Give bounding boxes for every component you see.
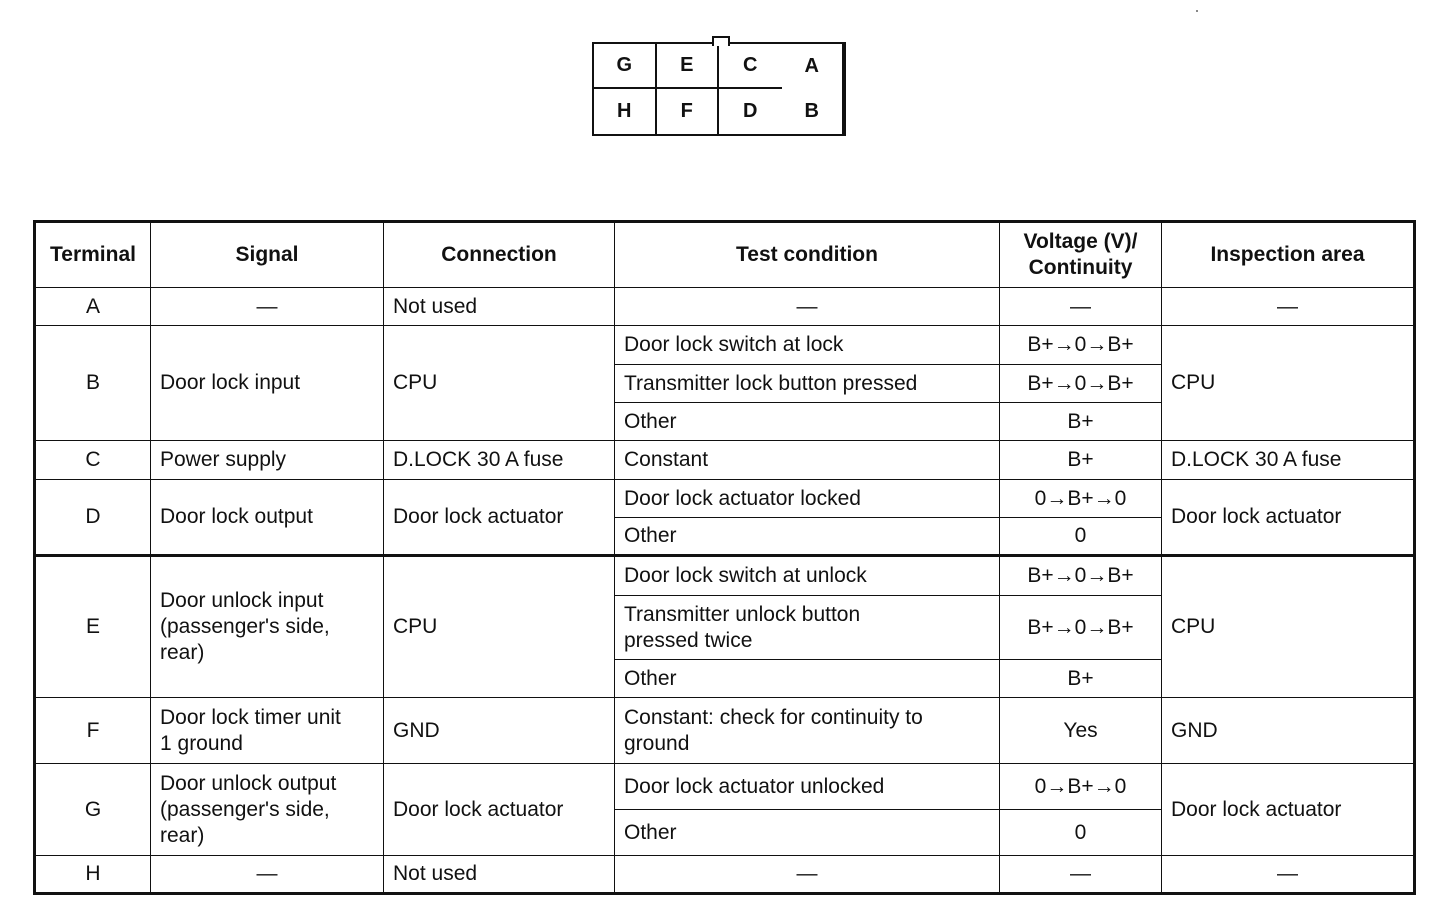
voltage-cell: 0→B+→0: [1000, 480, 1162, 518]
connector-diagram: [592, 42, 846, 136]
connector-lock-tab: [712, 36, 730, 46]
signal-line: 1 ground: [160, 731, 243, 755]
test-condition-cell: —: [615, 856, 1000, 894]
header-terminal: Terminal: [35, 222, 151, 288]
pin-c: C: [719, 44, 782, 89]
signal-cell: Power supply: [151, 441, 384, 480]
header-voltage: [1000, 222, 1162, 288]
header-voltage-line1: Voltage (V)/: [1023, 230, 1138, 253]
pin-d: D: [743, 100, 758, 122]
terminal-cell: F: [35, 698, 151, 764]
voltage-cell: —: [1000, 288, 1162, 326]
header-voltage-line2: Continuity: [1028, 256, 1133, 279]
terminal-cell: A: [35, 288, 151, 326]
table-row: [35, 698, 1415, 764]
test-condition-cell: Door lock switch at unlock: [615, 556, 1000, 596]
connection-cell: CPU: [384, 326, 615, 441]
test-condition-cell: Door lock switch at lock: [615, 326, 1000, 365]
signal-line: Door unlock output: [160, 771, 337, 795]
test-condition-cell: Other: [615, 518, 1000, 556]
voltage-cell: 0: [1000, 810, 1162, 856]
test-condition-cell: Other: [615, 403, 1000, 441]
table-row: [35, 764, 1415, 810]
pin-g: G: [594, 44, 657, 89]
voltage-cell: B+→0→B+: [1000, 326, 1162, 365]
inspection-cell: Door lock actuator: [1162, 764, 1415, 856]
voltage-cell: —: [1000, 856, 1162, 894]
test-condition-line: ground: [624, 731, 690, 755]
test-condition-line: pressed twice: [624, 628, 753, 652]
voltage-cell: B+: [1000, 441, 1162, 480]
connection-cell: GND: [384, 698, 615, 764]
voltage-cell: B+: [1000, 660, 1162, 698]
terminal-inspection-table: [33, 220, 1416, 895]
voltage-cell: 0→B+→0: [1000, 764, 1162, 810]
signal-cell: —: [151, 856, 384, 894]
signal-cell: Door lock output: [151, 480, 384, 556]
signal-cell: —: [151, 288, 384, 326]
signal-line: rear): [160, 641, 205, 664]
inspection-cell: Door lock actuator: [1162, 480, 1415, 556]
inspection-cell: —: [1162, 856, 1415, 894]
test-condition-cell: —: [615, 288, 1000, 326]
signal-line: (passenger's side,: [160, 797, 330, 821]
header-inspection-area: Inspection area: [1162, 222, 1415, 288]
terminal-cell: E: [35, 556, 151, 698]
signal-cell: Door lock input: [151, 326, 384, 441]
pin-f: F: [657, 89, 720, 134]
terminal-cell: B: [35, 326, 151, 441]
signal-cell: [151, 698, 384, 764]
table-row: [35, 326, 1415, 365]
header-signal: Signal: [151, 222, 384, 288]
test-condition-line: Constant: check for continuity to: [624, 705, 923, 729]
inspection-cell: CPU: [1162, 556, 1415, 698]
pin-h: H: [594, 89, 657, 134]
connection-cell: Not used: [384, 856, 615, 894]
signal-cell: [151, 556, 384, 698]
inspection-cell: D.LOCK 30 A fuse: [1162, 441, 1415, 480]
voltage-cell: B+→0→B+: [1000, 365, 1162, 403]
table-row: [35, 480, 1415, 518]
terminal-cell: G: [35, 764, 151, 856]
test-condition-cell: Other: [615, 810, 1000, 856]
table-row: [35, 288, 1415, 326]
header-test-condition: Test condition: [615, 222, 1000, 288]
terminal-cell: C: [35, 441, 151, 480]
inspection-cell: —: [1162, 288, 1415, 326]
voltage-cell: B+→0→B+: [1000, 556, 1162, 596]
pin-b: B: [782, 89, 845, 134]
table-row: [35, 856, 1415, 894]
pin-a: A: [782, 44, 845, 89]
voltage-cell: B+: [1000, 403, 1162, 441]
test-condition-cell: Door lock actuator locked: [615, 480, 1000, 518]
terminal-cell: H: [35, 856, 151, 894]
test-condition-cell: [615, 596, 1000, 660]
table-row: [35, 556, 1415, 596]
connection-cell: Door lock actuator: [384, 764, 615, 856]
signal-line: rear): [160, 823, 205, 847]
table-row: [35, 441, 1415, 480]
header-connection: Connection: [384, 222, 615, 288]
test-condition-cell: Other: [615, 660, 1000, 698]
table-header-row: [35, 222, 1415, 288]
connection-cell: D.LOCK 30 A fuse: [384, 441, 615, 480]
test-condition-line: Transmitter unlock button: [624, 602, 861, 626]
scan-speck: [1196, 10, 1198, 12]
terminal-cell: D: [35, 480, 151, 556]
signal-cell: [151, 764, 384, 856]
test-condition-cell: [615, 698, 1000, 764]
signal-line: (passenger's side,: [160, 615, 330, 638]
test-condition-cell: Transmitter lock button pressed: [615, 365, 1000, 403]
signal-line: Door unlock input: [160, 589, 324, 612]
voltage-cell: Yes: [1000, 698, 1162, 764]
connection-cell: CPU: [384, 556, 615, 698]
inspection-cell: GND: [1162, 698, 1415, 764]
test-condition-cell: Door lock actuator unlocked: [615, 764, 1000, 810]
connection-cell: Not used: [384, 288, 615, 326]
voltage-cell: B+→0→B+: [1000, 596, 1162, 660]
connection-cell: Door lock actuator: [384, 480, 615, 556]
signal-line: Door lock timer unit: [160, 705, 341, 729]
test-condition-cell: Constant: [615, 441, 1000, 480]
inspection-cell: CPU: [1162, 326, 1415, 441]
voltage-cell: 0: [1000, 518, 1162, 556]
pin-e: E: [657, 44, 720, 89]
